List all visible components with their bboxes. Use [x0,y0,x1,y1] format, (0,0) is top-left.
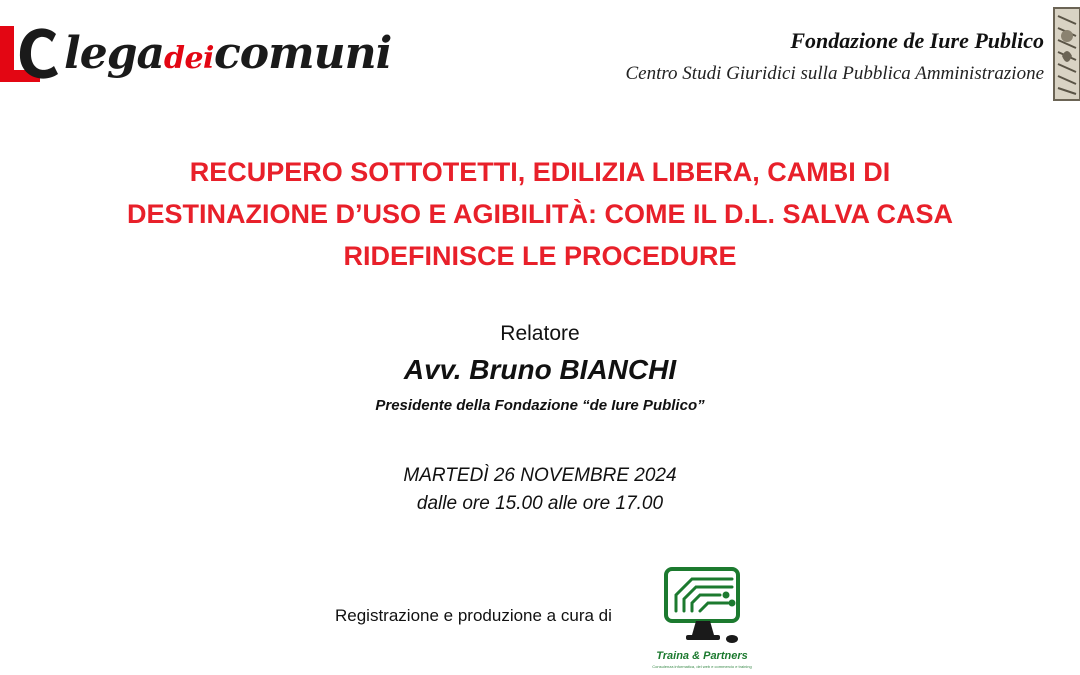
event-title-line-1: RECUPERO SOTTOTETTI, EDILIZIA LIBERA, CAMBI DI [189,157,891,187]
lega-dei-comuni-wordmark [64,28,391,79]
logo-text-lega: lega [64,28,164,79]
partner-tagline: Consulenza informatica, del web e commercio e training [652,664,752,669]
event-title-line-2: DESTINAZIONE D’USO E AGIBILITÀ: COME IL D.L. SALVA CASA [126,199,954,229]
lc-monogram-icon [0,22,64,86]
relatore-label: Relatore [500,322,580,345]
event-time: dalle ore 15.00 alle ore 17.00 [416,493,664,514]
logo-text-comuni: comuni [213,28,392,79]
speaker-role: Presidente della Fondazione “de Iure Publico” [375,397,705,414]
registration-label: Registrazione e produzione a cura di [335,606,612,625]
speaker-name: Avv. Bruno BIANCHI [403,354,677,385]
engraving-emblem-icon [1052,6,1080,102]
event-title [60,151,1020,277]
circuit-computer-icon [662,565,744,649]
fondazione-subtitle: Centro Studi Giuridici sulla Pubblica Amministrazione [625,63,1044,84]
fondazione-title: Fondazione de Iure Publico [790,28,1044,53]
logo-text-dei: dei [163,41,214,76]
lega-dei-comuni-logo [0,18,392,90]
partner-name: Traina & Partners [656,650,748,662]
event-date: MARTEDÌ 26 NOVEMBRE 2024 [403,465,677,486]
event-title-line-3: RIDEFINISCE LE PROCEDURE [343,241,737,271]
